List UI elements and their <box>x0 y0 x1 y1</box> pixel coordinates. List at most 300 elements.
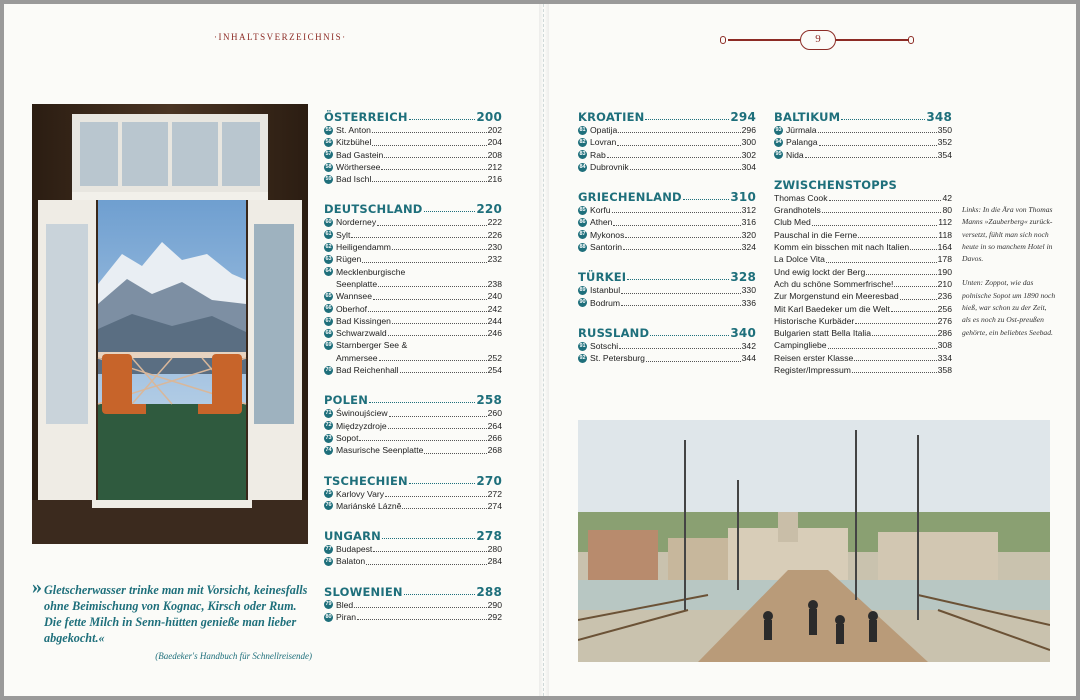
entry-page: 316 <box>741 217 756 228</box>
toc-entry[interactable] <box>774 303 952 315</box>
leader-dots <box>388 335 487 336</box>
entry-label: Zur Morgenstund ein Meeresbad <box>774 291 899 302</box>
leader-dots <box>362 262 486 263</box>
entry-label: Palanga <box>786 137 818 148</box>
entry-page: 246 <box>487 328 502 339</box>
toc-section-title: ÖSTERREICH <box>324 110 408 124</box>
entry-label: Norderney <box>336 217 377 228</box>
page-number: 9 <box>800 30 836 50</box>
ornament-cap-right <box>908 36 914 44</box>
entry-number-badge: 57 <box>325 151 332 158</box>
toc-section-heading[interactable] <box>578 187 756 204</box>
toc-entry[interactable] <box>578 204 756 216</box>
entry-page: 292 <box>487 612 502 623</box>
toc-column-1 <box>324 107 502 637</box>
entry-label: Komm ein bisschen mit nach Italien <box>774 242 910 253</box>
leader-dots <box>384 157 486 158</box>
entry-label: Campingliebe <box>774 340 827 351</box>
toc-entry[interactable] <box>578 124 756 136</box>
leader-dots <box>866 274 936 275</box>
toc-entry[interactable] <box>324 303 502 315</box>
toc-entry[interactable] <box>324 229 502 241</box>
toc-entry[interactable] <box>774 192 952 204</box>
leader-dots <box>650 335 729 336</box>
leader-dots <box>828 348 937 349</box>
entry-page: 240 <box>487 291 502 302</box>
toc-entry[interactable] <box>324 500 502 512</box>
entry-label: Rab <box>590 149 606 160</box>
entry-label: St. Anton <box>336 125 371 135</box>
toc-section-heading[interactable] <box>324 526 502 543</box>
toc-entry[interactable] <box>774 204 952 216</box>
leader-dots <box>841 119 925 120</box>
leader-dots <box>400 372 487 373</box>
entry-label: Reisen erster Klasse <box>774 352 854 363</box>
entry-page: 252 <box>487 352 502 363</box>
toc-column-3 <box>774 107 952 390</box>
entry-page: 118 <box>938 229 952 240</box>
photo-captions <box>962 204 1056 351</box>
leader-dots <box>409 119 476 120</box>
entry-label: Świnoujściew <box>336 408 388 419</box>
entry-page: 358 <box>937 365 952 376</box>
entry-page: 280 <box>487 544 502 555</box>
leader-dots <box>402 508 486 509</box>
entry-label: Bad Gastein <box>336 149 384 160</box>
entry-number-badge: 64 <box>325 268 332 275</box>
entry-page: 330 <box>741 285 756 296</box>
toc-section <box>774 107 952 161</box>
entry-label: Mariánské Lázně <box>336 500 402 511</box>
toc-section-page: 328 <box>730 270 756 285</box>
leader-dots <box>388 428 487 429</box>
leader-dots <box>855 323 936 324</box>
running-head: ·INHALTSVERZEICHNIS· <box>214 32 347 42</box>
entry-number-badge: 72 <box>325 422 332 429</box>
entry-label: Karlovy Vary <box>336 488 385 499</box>
leader-dots <box>351 237 486 238</box>
entry-number-badge: 62 <box>325 243 332 250</box>
toc-section-page: 294 <box>730 110 756 124</box>
leader-dots <box>627 279 729 280</box>
ornament-line-left <box>728 39 800 41</box>
leader-dots <box>818 132 937 133</box>
entry-label-continued: Ammersee <box>336 352 378 363</box>
entry-page: 242 <box>487 303 502 314</box>
entry-page: 272 <box>487 488 502 499</box>
toc-section-heading[interactable] <box>324 471 502 488</box>
leader-dots <box>382 538 475 539</box>
leader-dots <box>646 361 741 362</box>
toc-entry[interactable] <box>324 420 502 432</box>
toc-entry[interactable] <box>324 364 502 376</box>
entry-number-badge: 66 <box>325 305 332 312</box>
toc-section <box>324 107 502 185</box>
leader-dots <box>392 249 487 250</box>
pier-illustration <box>578 420 1050 662</box>
toc-section <box>578 107 756 173</box>
toc-section-page: 310 <box>730 190 756 205</box>
leader-dots <box>630 169 741 170</box>
entry-page: 216 <box>487 174 502 185</box>
entry-page: 320 <box>741 229 756 240</box>
toc-entry[interactable] <box>774 241 952 253</box>
entry-label: Mit Karl Baedeker um die Welt <box>774 303 890 314</box>
entry-number-badge: 85 <box>579 206 586 213</box>
entry-page: 334 <box>937 352 952 363</box>
toc-entry[interactable] <box>578 136 756 148</box>
leader-dots <box>354 607 486 608</box>
entry-number-badge: 82 <box>579 138 586 145</box>
entry-page: 112 <box>938 217 952 228</box>
leader-dots <box>645 119 729 120</box>
entry-label: Mecklenburgische <box>336 266 406 277</box>
toc-entry[interactable] <box>324 124 502 136</box>
leader-dots <box>409 483 475 484</box>
toc-entry[interactable] <box>578 149 756 161</box>
leader-dots <box>621 293 741 294</box>
toc-entry[interactable] <box>774 315 952 327</box>
toc-section <box>324 471 502 513</box>
toc-entry[interactable] <box>774 136 952 148</box>
entry-label: Starnberger See & <box>336 340 408 351</box>
toc-section-page: 288 <box>476 584 502 599</box>
toc-section-title: KROATIEN <box>578 110 645 124</box>
entry-number-badge: 55 <box>325 126 332 133</box>
book-spread <box>4 4 1076 696</box>
toc-entry[interactable] <box>774 339 952 351</box>
entry-number-badge: 81 <box>579 126 586 133</box>
balcony-illustration <box>32 104 308 544</box>
entry-label: Sylt <box>336 229 351 240</box>
toc-section-heading[interactable] <box>774 175 952 192</box>
toc-section <box>324 526 502 568</box>
ornament-line-right <box>836 39 908 41</box>
entry-page: 202 <box>487 125 502 135</box>
toc-entry[interactable] <box>774 253 952 265</box>
entry-label: Bodrum <box>590 297 621 308</box>
leader-dots <box>854 360 936 361</box>
entry-number-badge: 69 <box>325 342 332 349</box>
entry-label: Bulgarien statt Bella Italia <box>774 328 871 339</box>
toc-entry[interactable] <box>774 352 952 364</box>
entry-label: Pauschal in die Ferne <box>774 229 858 240</box>
entry-label: Budapest <box>336 544 373 555</box>
entry-number-badge: 73 <box>325 434 332 441</box>
caption-left-photo: Links: In die Ära von Thomas Manns »Zauberberg« zurück-versetzt, fühlt man sich noch heute in so manchem Hotel in Davos. <box>962 205 1053 264</box>
entry-page: 312 <box>741 205 756 216</box>
entry-label: Santorin <box>590 242 623 253</box>
leader-dots <box>900 299 937 300</box>
toc-entry[interactable] <box>578 340 756 352</box>
balcony-photo <box>32 104 308 544</box>
toc-section-title: POLEN <box>324 393 369 408</box>
entry-label: Piran <box>336 612 357 623</box>
entry-page: 164 <box>937 242 952 253</box>
toc-section-page: 348 <box>926 110 952 124</box>
entry-page: 302 <box>741 149 756 160</box>
entry-label: Balaton <box>336 556 366 567</box>
entry-label: Istanbul <box>590 285 621 296</box>
entry-label: Lovran <box>590 137 617 148</box>
entry-page: 344 <box>741 353 756 364</box>
entry-number-badge: 74 <box>325 446 332 453</box>
entry-number-badge: 63 <box>325 256 332 263</box>
entry-page: 264 <box>487 420 502 431</box>
leader-dots <box>613 225 740 226</box>
entry-page: 284 <box>487 556 502 567</box>
entry-page: 190 <box>937 266 952 277</box>
leader-dots <box>378 286 487 287</box>
toc-entry[interactable] <box>324 407 502 419</box>
toc-entry[interactable] <box>324 543 502 555</box>
entry-page: 236 <box>937 291 952 302</box>
toc-section-heading[interactable] <box>774 107 952 124</box>
toc-entry[interactable] <box>324 599 502 611</box>
toc-section-heading[interactable] <box>578 267 756 284</box>
toc-entry[interactable] <box>324 136 502 148</box>
entry-page: 352 <box>937 137 952 148</box>
toc-entry[interactable] <box>324 444 502 456</box>
entry-page: 226 <box>487 229 502 240</box>
leader-dots <box>424 211 476 212</box>
toc-section-heading[interactable] <box>324 582 502 599</box>
leader-dots <box>424 453 486 454</box>
toc-entry[interactable] <box>578 229 756 241</box>
toc-entry[interactable] <box>774 216 952 228</box>
toc-entry[interactable] <box>324 253 502 265</box>
entry-number-badge: 71 <box>325 409 332 416</box>
leader-dots <box>812 225 938 226</box>
entry-label: Oberhof <box>336 303 368 314</box>
toc-section-heading[interactable] <box>324 107 502 124</box>
leader-dots <box>852 372 937 373</box>
leader-dots <box>819 145 937 146</box>
entry-page: 238 <box>487 278 502 289</box>
leader-dots <box>392 323 487 324</box>
entry-label: Jūrmala <box>786 125 817 135</box>
entry-page: 296 <box>741 125 756 135</box>
entry-label: Masurische Seenplatte <box>336 445 424 456</box>
toc-entry[interactable] <box>324 315 502 327</box>
toc-entry[interactable] <box>324 161 502 173</box>
toc-entry[interactable] <box>324 339 502 364</box>
toc-entry[interactable] <box>324 555 502 567</box>
toc-section-heading[interactable] <box>324 390 502 407</box>
toc-entry[interactable] <box>578 161 756 173</box>
leader-dots <box>389 416 487 417</box>
entry-number-badge: 95 <box>775 151 782 158</box>
leader-dots <box>805 157 937 158</box>
leader-dots <box>372 181 486 182</box>
entry-label: Sopot <box>336 432 359 443</box>
leader-dots <box>829 200 942 201</box>
toc-section-heading[interactable] <box>578 107 756 124</box>
toc-section <box>324 582 502 624</box>
entry-label: Schwarzwald <box>336 328 387 339</box>
quote-text: Gletscherwasser trinke man mit Vorsicht, keinesfalls ohne Beimischung von Kognac, Kirsch oder Rum. Die fette Milch in Senn-hütten genieße man lieber abgekocht.« <box>44 583 308 645</box>
entry-number-badge: 58 <box>325 163 332 170</box>
toc-entry[interactable] <box>578 352 756 364</box>
entry-label: Mykonos <box>590 229 625 240</box>
leader-dots <box>357 619 487 620</box>
leader-dots <box>373 299 487 300</box>
quote <box>32 576 312 664</box>
toc-entry[interactable] <box>578 297 756 309</box>
entry-page: 230 <box>487 242 502 253</box>
entry-page: 210 <box>937 278 952 289</box>
toc-entry[interactable] <box>324 266 502 291</box>
entry-label: Bled <box>336 599 354 610</box>
toc-section <box>578 323 756 365</box>
entry-label: Register/Impressum <box>774 365 851 376</box>
toc-entry[interactable] <box>774 124 952 136</box>
entry-page: 350 <box>937 125 952 135</box>
toc-section <box>774 175 952 376</box>
toc-entry[interactable] <box>324 488 502 500</box>
toc-section-title: BALTIKUM <box>774 110 841 124</box>
entry-number-badge: 56 <box>325 138 332 145</box>
entry-label-continued: Seenplatte <box>336 278 378 289</box>
entry-label: Ach du schöne Sommerfrische! <box>774 278 894 289</box>
entry-label: Athen <box>590 217 613 228</box>
entry-number-badge: 78 <box>325 558 332 565</box>
toc-section-title: TÜRKEI <box>578 270 627 285</box>
toc-section <box>578 267 756 309</box>
toc-entry[interactable] <box>324 432 502 444</box>
entry-label: Club Med <box>774 217 811 228</box>
entry-page: 256 <box>937 303 952 314</box>
toc-entry[interactable] <box>774 327 952 339</box>
entry-page: 80 <box>942 205 952 216</box>
toc-entry[interactable] <box>324 327 502 339</box>
toc-section <box>324 199 502 376</box>
entry-page: 268 <box>487 445 502 456</box>
entry-page: 204 <box>487 137 502 148</box>
entry-label: Bad Kissingen <box>336 315 391 326</box>
toc-entry[interactable] <box>578 241 756 253</box>
leader-dots <box>368 311 487 312</box>
page-number-ornament <box>720 30 916 50</box>
leader-dots <box>617 145 740 146</box>
leader-dots <box>683 199 730 200</box>
entry-page: 336 <box>741 297 756 308</box>
entry-number-badge: 90 <box>579 299 586 306</box>
entry-number-badge: 61 <box>325 231 332 238</box>
toc-entry[interactable] <box>324 149 502 161</box>
leader-dots <box>858 237 937 238</box>
entry-number-badge: 68 <box>325 329 332 336</box>
leader-dots <box>894 286 936 287</box>
ornament-cap-left <box>720 36 726 44</box>
entry-page: 304 <box>741 161 756 172</box>
leader-dots <box>607 157 741 158</box>
toc-entry[interactable] <box>324 173 502 185</box>
entry-label: Dubrovnik <box>590 161 629 172</box>
entry-number-badge: 94 <box>775 138 782 145</box>
leader-dots <box>379 360 487 361</box>
entry-label: Sotschi <box>590 340 619 351</box>
toc-section-title: ZWISCHENSTOPPS <box>774 177 897 192</box>
entry-label: Bad Reichenhall <box>336 365 399 376</box>
entry-label: Grandhotels <box>774 205 821 216</box>
entry-number-badge: 89 <box>579 287 586 294</box>
toc-entry[interactable] <box>774 278 952 290</box>
leader-dots <box>373 551 486 552</box>
entry-label: Opatija <box>590 125 618 135</box>
entry-page: 244 <box>487 315 502 326</box>
leader-dots <box>623 249 741 250</box>
entry-page: 274 <box>487 500 502 511</box>
leader-dots <box>359 440 486 441</box>
toc-entry[interactable] <box>324 241 502 253</box>
toc-entry[interactable] <box>774 364 952 376</box>
leader-dots <box>372 132 487 133</box>
entry-label: Rügen <box>336 254 362 265</box>
entry-page: 232 <box>487 254 502 265</box>
entry-page: 254 <box>487 365 502 376</box>
entry-label: Bad Ischl <box>336 174 372 185</box>
entry-number-badge: 77 <box>325 545 332 552</box>
toc-section <box>578 187 756 253</box>
quote-mark: » <box>32 576 42 598</box>
leader-dots <box>891 311 937 312</box>
leader-dots <box>372 145 486 146</box>
toc-section-heading[interactable] <box>578 323 756 340</box>
entry-number-badge: 60 <box>325 219 332 226</box>
leader-dots <box>618 132 740 133</box>
leader-dots <box>369 402 475 403</box>
toc-section-title: GRIECHENLAND <box>578 190 682 205</box>
entry-number-badge: 79 <box>325 601 332 608</box>
toc-section-page: 270 <box>476 473 502 488</box>
toc-entry[interactable] <box>774 290 952 302</box>
toc-entry[interactable] <box>324 290 502 302</box>
entry-page: 286 <box>937 328 952 339</box>
toc-entry[interactable] <box>774 266 952 278</box>
entry-label: Wannsee <box>336 291 372 302</box>
toc-entry[interactable] <box>324 611 502 623</box>
toc-entry[interactable] <box>324 216 502 228</box>
quote-source: (Baedeker's Handbuch für Schnellreisende) <box>155 651 312 661</box>
toc-section-page: 258 <box>476 393 502 408</box>
entry-label: Kitzbühel <box>336 137 372 148</box>
entry-number-badge: 75 <box>325 490 332 497</box>
entry-label: Und ewig lockt der Berg <box>774 266 866 277</box>
gutter <box>539 4 549 696</box>
entry-page: 290 <box>487 599 502 610</box>
leader-dots <box>619 348 740 349</box>
entry-number-badge: 91 <box>579 342 586 349</box>
leader-dots <box>826 262 937 263</box>
entry-number-badge: 80 <box>325 613 332 620</box>
toc-section-page: 278 <box>476 529 502 544</box>
toc-entry[interactable] <box>774 229 952 241</box>
leader-dots <box>621 305 741 306</box>
toc-entry[interactable] <box>774 149 952 161</box>
entry-label: Korfu <box>590 205 611 216</box>
leader-dots <box>366 564 487 565</box>
toc-entry[interactable] <box>578 284 756 296</box>
pier-photo <box>578 420 1050 662</box>
entry-page: 342 <box>741 340 756 351</box>
entry-label: Nida <box>786 149 804 160</box>
toc-section-heading[interactable] <box>324 199 502 216</box>
entry-label: Wörthersee <box>336 161 381 172</box>
entry-number-badge: 87 <box>579 231 586 238</box>
entry-page: 266 <box>487 432 502 443</box>
toc-entry[interactable] <box>578 216 756 228</box>
